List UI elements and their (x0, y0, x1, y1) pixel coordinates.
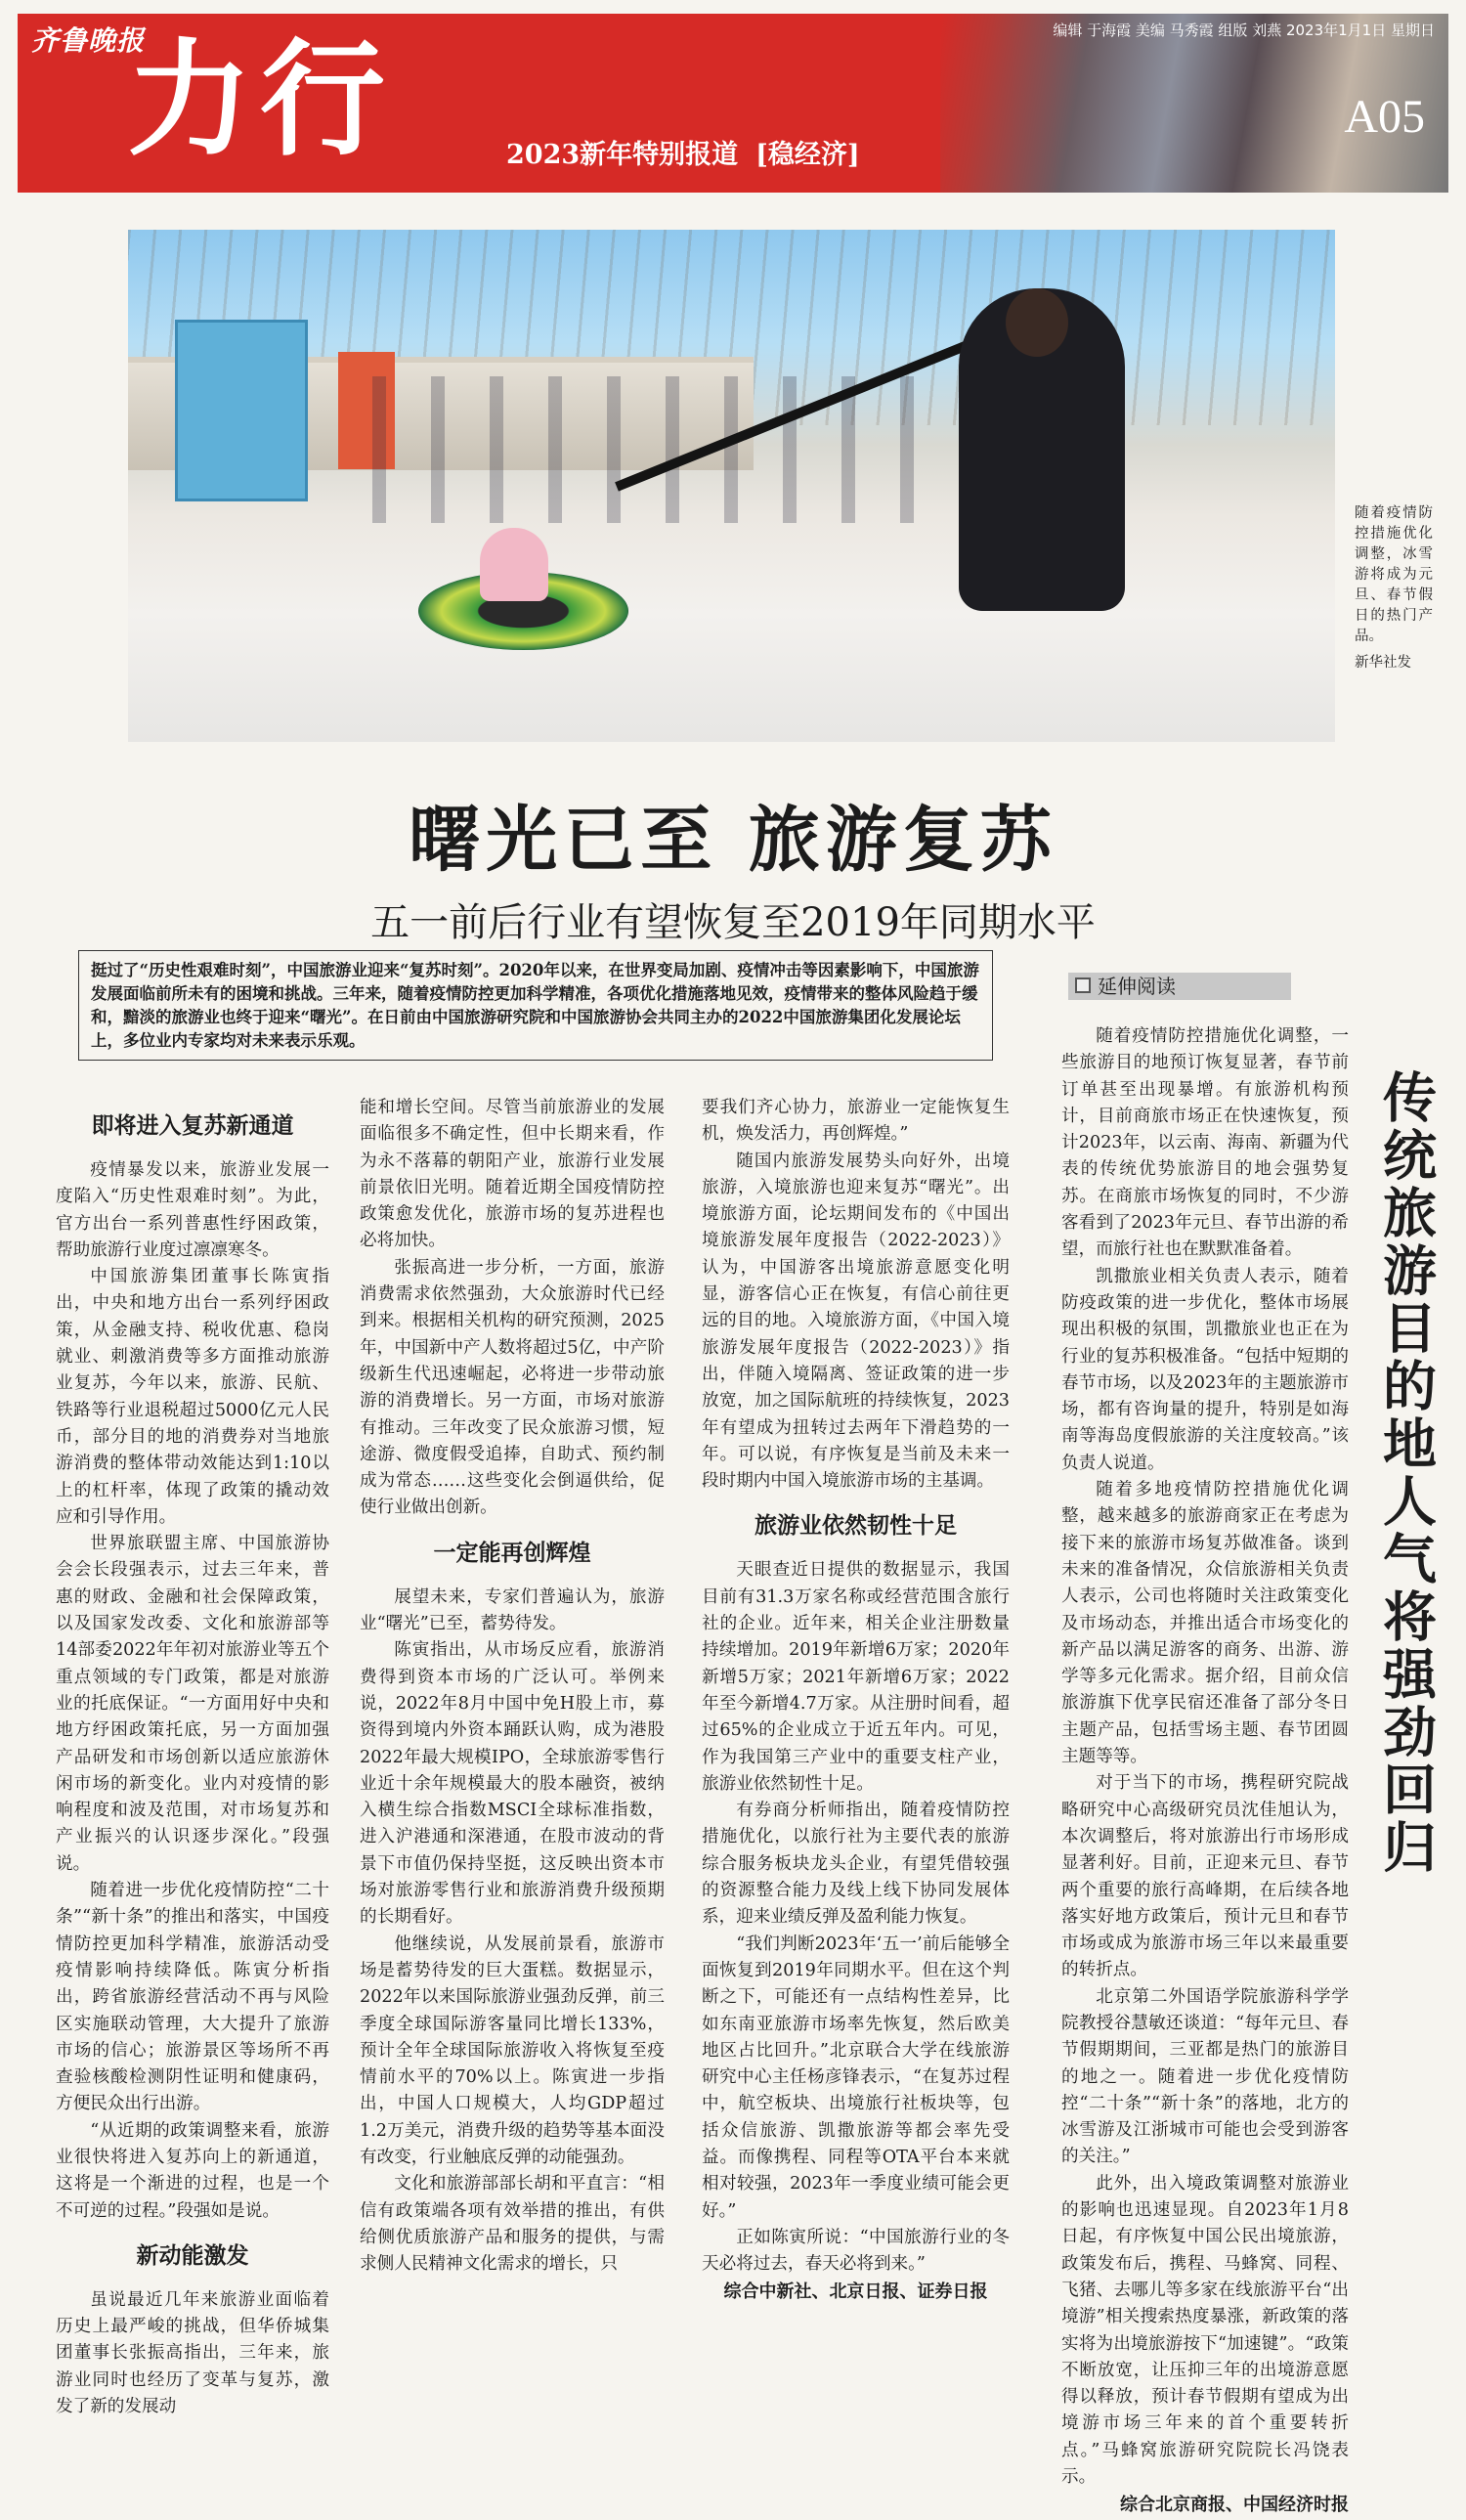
photo-child (480, 528, 548, 601)
photo-kiosk (175, 320, 308, 501)
special-report-tag: [稳经济] (755, 140, 860, 170)
paragraph: 随着进一步优化疫情防控“二十条”“新十条”的推出和落实，中国疫情防控更加科学精准，旅游活动受疫情影响持续降低。陈寅分析指出，跨省旅游经营活动不再与风险区实施联动管理，大大提升了旅游市场的信心；旅游景区等场所不再查验核酸检测阴性证明和健康码，方便民众出行出游。 (56, 1881, 329, 2114)
paragraph: 正如陈寅所说：“中国旅游行业的冬天必将过去，春天必将到来。” (702, 2227, 1010, 2275)
book-icon (1075, 978, 1091, 993)
column-3 (702, 1095, 1010, 2307)
section-heading: 新动能激发 (136, 2241, 249, 2269)
sidebar-column (1061, 1023, 1349, 2520)
paragraph: 随着疫情防控措施优化调整，一些旅游目的地预订恢复显著，春节前订单甚至出现暴增。有旅游机构预计，目前商旅市场正在快速恢复，预计2023年，以云南、海南、新疆为代表的传统优势旅游目的地会强势复苏。在商旅市场恢复的同时，不少游客看到了2023年元旦、春节出游的希望，而旅行社也在默默准备着。 (1061, 1026, 1349, 1260)
paragraph: 此外，出入境政策调整对旅游业的影响也迅速显现。自2023年1月8日起，有序恢复中国公民出境旅游，政策发布后，携程、马蜂窝、同程、飞猪、去哪儿等多家在线旅游平台“出境游”相关搜索热度暴涨，新政策的落实将为出境旅游按下“加速键”。“政策不断放宽，让压抑三年的出境游意愿得以释放，预计春节假期有望成为出境游市场三年来的首个重要转折点。”马蜂窝旅游研究院院长冯饶表示。 (1061, 2173, 1349, 2488)
editor-credits: 编辑 于海霞 美编 马秀霞 组版 刘燕 2023年1月1日 星期日 (1053, 22, 1435, 39)
section-heading: 旅游业依然韧性十足 (755, 1512, 957, 1540)
paragraph: 虽说最近几年来旅游业面临着历史上最严峻的挑战，但华侨城集团董事长张振高指出，三年来，旅游业同时也经历了变革与复苏，激发了新的发展动 (56, 2289, 329, 2417)
paragraph: 疫情暴发以来，旅游业发展一度陷入“历史性艰难时刻”。为此，官方出台一系列普惠性纾困政策，帮助旅游行业度过凛凛寒冬。 (56, 1160, 329, 1260)
masthead (18, 14, 1448, 193)
photo-woman-head (1006, 288, 1068, 357)
paragraph: 随国内旅游发展势头向好外，出境旅游，入境旅游也迎来复苏“曙光”。出境旅游方面，论坛期间发布的《中国出境旅游发展年度报告（2022-2023）》认为，中国游客出境旅游意愿变化明显，游客信心正在恢复，有信心前往更远的目的地。入境旅游方面，《中国入境旅游发展年度报告（2022-2023）》指出，伴随入境隔离、签证政策的进一步放宽，加之国际航班的持续恢复，2023年有望成为扭转过去两年下滑趋势的一年。可以说，有序恢复是当前及未来一段时期内中国入境旅游市场的主基调。 (702, 1151, 1010, 1492)
section-title: 力行 (127, 27, 394, 173)
column-2 (360, 1095, 665, 2278)
caption-text: 随着疫情防控措施优化调整，冰雪游将成为元旦、春节假日的热门产品。 (1355, 505, 1433, 644)
photo-caption (1355, 503, 1433, 673)
column-1 (56, 1095, 329, 2420)
source-line: 综合中新社、北京日报、证券日报 (723, 2281, 988, 2303)
paragraph: 陈寅指出，从市场反应看，旅游消费得到资本市场的广泛认可。举例来说，2022年8月中国中免H股上市，募资得到境内外资本踊跃认购，成为港股2022年最大规模IPO，全球旅游零售行业近十余年规模最大的股本融资，被纳入横生综合指数MSCI全球标准指数，进入沪港通和深港通，在股市波动的背景下市值仍保持坚挺，这反映出资本市场对旅游零售行业和旅游消费升级预期的长期看好。 (360, 1640, 665, 1928)
subheadline: 五一前后行业有望恢复至2019年同期水平 (370, 900, 1096, 945)
paper-name-logo: 齐鲁晚报 (31, 24, 146, 57)
paragraph: 北京第二外国语学院旅游科学学院教授谷慧敏还谈道：“每年元旦、春节假期期间，三亚都是热门的旅游目的地之一。随着进一步优化疫情防控“二十条”“新十条”的落地，北方的冰雪游及江浙城市可能也会受到游客的关注。” (1061, 1986, 1349, 2167)
paragraph: “我们判断2023年‘五一’前后能够全面恢复到2019年同期水平。但在这个判断之下，可能还有一点结构性差异，比如东南亚旅游市场率先恢复，然后欧美地区占比回升。”北京联合大学在线旅游研究中心主任杨彦锋表示，“在复苏过程中，航空板块、出境旅行社板块等，包括众信旅游、凯撒旅游等都会率先受益。而像携程、同程等OTA平台本来就相对较强，2023年一季度业绩可能会更好。” (702, 1933, 1010, 2221)
paragraph: 有券商分析师指出，随着疫情防控措施优化，以旅行社为主要代表的旅游综合服务板块龙头企业，有望凭借较强的资源整合能力及线上线下协同发展体系，迎来业绩反弹及盈利能力恢复。 (702, 1801, 1010, 1928)
paragraph: 文化和旅游部部长胡和平直言：“相信有政策端各项有效举措的推出，有供给侧优质旅游产品和服务的提供，与需求侧人民精神文化需求的增长，只 (360, 2174, 665, 2275)
special-report-label (506, 133, 860, 171)
sidebar-title: 传统旅游目的地人气将强劲回归 (1374, 1069, 1438, 1877)
extended-reading-label: 延伸阅读 (1068, 973, 1291, 1000)
paragraph: 中国旅游集团董事长陈寅指出，中央和地方出台一系列纾困政策，从金融支持、税收优惠、稳岗就业、刺激消费等多方面推动旅游业复苏，今年以来，旅游、民航、铁路等行业退税超过5000亿元人民币，部分目的地的消费券对当地旅游消费的整体带动效能达到1:10以上的杠杆率，体现了政策的撬动效应和引导作用。 (56, 1267, 329, 1527)
paragraph: 能和增长空间。尽管当前旅游业的发展面临很多不确定性，但中长期来看，作为永不落幕的朝阳产业，旅游行业发展前景依旧光明。随着近期全国疫情防控政策愈发优化，旅游市场的复苏进程也必将加快。 (360, 1098, 665, 1251)
special-report-title: 2023新年特别报道 (506, 140, 739, 170)
paragraph: 凯撒旅业相关负责人表示，随着防疫政策的进一步优化，整体市场展现出积极的氛围，凯撒旅业也正在为行业的复苏积极准备。“包括中短期的春节市场，以及2023年的主题旅游市场，都有咨询量的提升，特别是如海南等海岛度假旅游的关注度较高。”该负责人说道。 (1061, 1266, 1349, 1473)
source-line: 综合北京商报、中国经济时报 (1120, 2495, 1349, 2516)
paragraph: 张振高进一步分析，一方面，旅游消费需求依然强劲，大众旅游时代已经到来。根据相关机构的研究预测，2025年，中国新中产人数将超过5亿，中产阶级新生代迅速崛起，必将进一步带动旅游的消费增长。另一方面，市场对旅游有推动。三年改变了民众旅游习惯，短途游、微度假受追捧，自助式、预约制成为常态……这些变化会倒逼供给，促使行业做出创新。 (360, 1257, 665, 1518)
headline: 曙光已至 旅游复苏 (409, 798, 1057, 882)
photo-crowd (372, 376, 988, 523)
paragraph: 世界旅联盟主席、中国旅游协会会长段强表示，过去三年来，普惠的财政、金融和社会保障政策，以及国家发改委、文化和旅游部等14部委2022年年初对旅游业等五个重点领域的专门政策，都是对旅游业的托底保证。“一方面用好中央和地方纾困政策托底，另一方面加强产品研发和市场创新以适应旅游休闲市场的新变化。业内对疫情的影响程度和波及范围，对市场复苏和产业振兴的认识逐步深化。”段强说。 (56, 1534, 329, 1874)
paragraph: 要我们齐心协力，旅游业一定能恢复生机，焕发活力，再创辉煌。” (702, 1098, 1010, 1145)
section-heading: 即将进入复苏新通道 (91, 1112, 294, 1139)
paragraph: “从近期的政策调整来看，旅游业很快将进入复苏向上的新通道，这将是一个渐进的过程，也是一个不可逆的过程。”段强如是说。 (56, 2120, 329, 2221)
photo-credit: 新华社发 (1355, 655, 1411, 671)
page-number: A05 (1344, 91, 1425, 143)
hero-photo (128, 230, 1335, 742)
paragraph: 展望未来，专家们普遍认为，旅游业“曙光”已至，蓄势待发。 (360, 1586, 665, 1634)
paragraph: 他继续说，从发展前景看，旅游市场是蓄势待发的巨大蛋糕。数据显示，2022年以来国际旅游业强劲反弹，前三季度全球国际游客量同比增长133%，预计全年全球国际旅游收入将恢复至疫情前水平的70%以上。陈寅进一步指出，中国人口规模大，人均GDP超过1.2万美元，消费升级的趋势等基本面没有改变，行业触底反弹的动能强劲。 (360, 1933, 665, 2167)
lead-paragraph: 挺过了“历史性艰难时刻”，中国旅游业迎来“复苏时刻”。2020年以来，在世界变局加剧、疫情冲击等因素影响下，中国旅游发展面临前所未有的困境和挑战。三年来，随着疫情防控更加科学精准，各项优化措施落地见效，疫情带来的整体风险趋于缓和，黯淡的旅游业也终于迎来“曙光”。在日前由中国旅游研究院和中国旅游协会共同主办的2022中国旅游集团化发展论坛上，多位业内专家均对未来表示乐观。 (78, 950, 993, 1061)
paragraph: 对于当下的市场，携程研究院战略研究中心高级研究员沈佳旭认为，本次调整后，将对旅游出行市场形成显著利好。目前，正迎来元旦、春节两个重要的旅行高峰期，在后续各地落实好地方政策后，预计元旦和春节市场或成为旅游市场三年以来最重要的转折点。 (1061, 1773, 1349, 1980)
paragraph: 随着多地疫情防控措施优化调整，越来越多的旅游商家正在考虑为接下来的旅游市场复苏做准备。谈到未来的准备情况，众信旅游相关负责人表示，公司也将随时关注政策变化及市场动态，并推出适合市场变化的新产品以满足游客的商务、出游、游学等多元化需求。据介绍，目前众信旅游旗下优享民宿还准备了部分冬日主题产品，包括雪场主题、春节团圆主题等等。 (1061, 1480, 1349, 1767)
paragraph: 天眼查近日提供的数据显示，我国目前有31.3万家名称或经营范围含旅行社的企业。近年来，相关企业注册数量持续增加。2019年新增6万家；2020年新增5万家；2021年新增6万家；2022年至今新增4.7万家。从注册时间看，超过65%的企业成立于近五年内。可见，作为我国第三产业中的重要支柱产业，旅游业依然韧性十足。 (702, 1560, 1010, 1794)
section-heading: 一定能再创辉煌 (433, 1539, 591, 1566)
